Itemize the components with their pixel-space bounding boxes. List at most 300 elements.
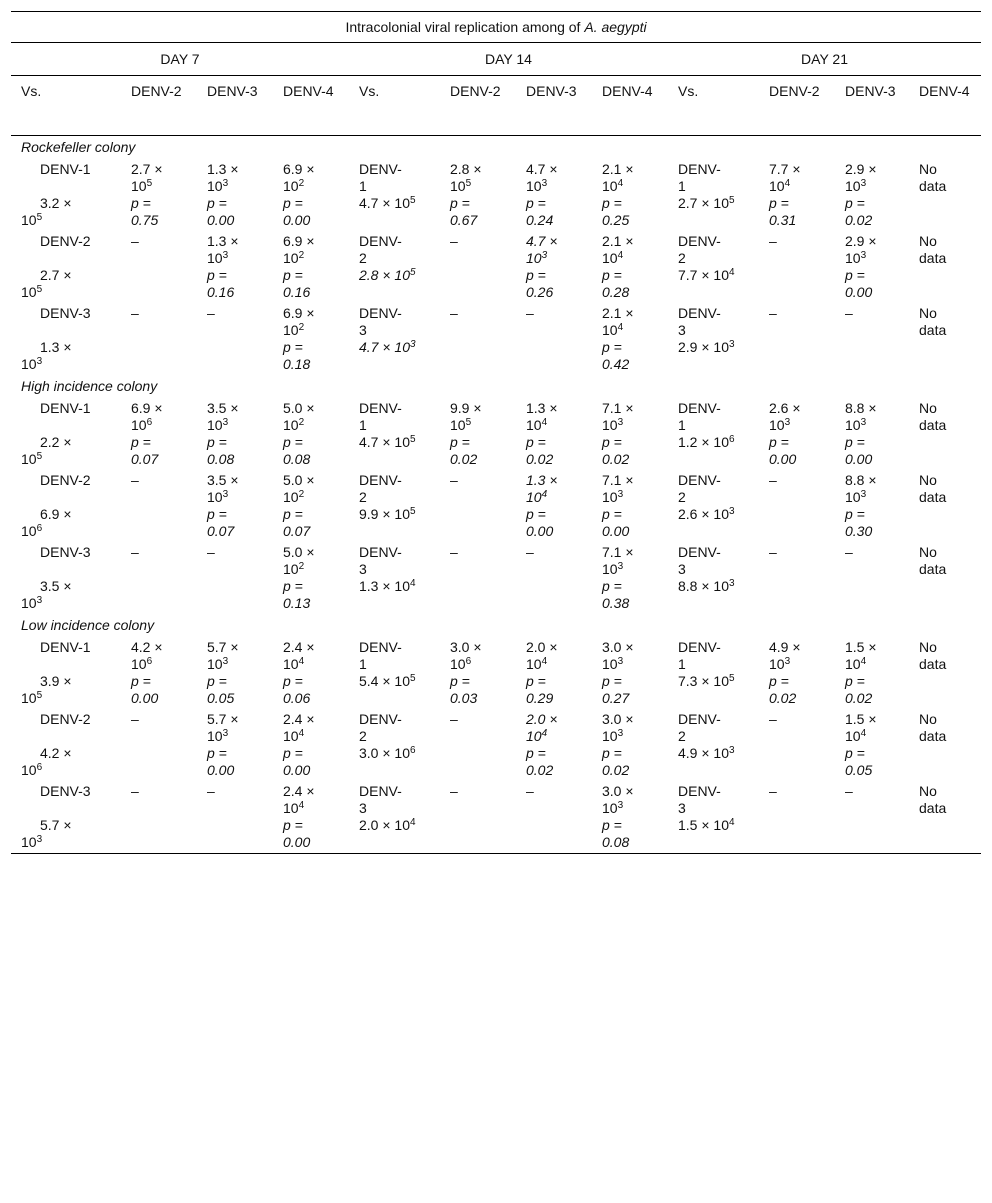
baseline-exponent: 5: [410, 195, 416, 206]
serotype-label: [668, 637, 759, 673]
baseline-exponent: 4: [410, 817, 416, 828]
baseline-exponent: 4: [729, 267, 735, 278]
table-row: [11, 542, 981, 578]
value-exponent: 3: [541, 178, 548, 189]
value-cell: [759, 542, 835, 578]
serotype-label: [668, 709, 759, 745]
baseline-mantissa: 3.2 × 10: [21, 195, 72, 228]
p-value: p = 0.00: [207, 745, 235, 778]
value-cell: [592, 542, 668, 578]
table-row-pvalues: [11, 817, 981, 854]
value-mantissa: –: [131, 711, 139, 727]
value-text: [845, 711, 889, 745]
value-text: [450, 711, 494, 728]
baseline-exponent: 3: [729, 339, 735, 350]
baseline-cell: [668, 578, 759, 614]
value-exponent: 3: [222, 178, 229, 189]
baseline-mantissa: 5.7 × 10: [21, 817, 72, 850]
value-cell: [440, 637, 516, 673]
p-value-cell: [273, 339, 349, 375]
value-mantissa: 1.5 × 10: [845, 711, 877, 744]
serotype-text: DENV-2: [40, 233, 91, 249]
value-cell: [197, 398, 273, 434]
no-data-text: No data: [919, 472, 947, 505]
serotype-text: DENV-2: [359, 472, 402, 505]
value-mantissa: –: [769, 711, 777, 727]
value-exponent: 4: [541, 656, 548, 667]
baseline-mantissa: 3.5 × 10: [21, 578, 72, 611]
value-mantissa: –: [450, 233, 458, 249]
value-exponent: 4: [541, 489, 548, 500]
value-cell: [440, 470, 516, 506]
value-text: [602, 305, 646, 339]
baseline-cell: [668, 817, 759, 854]
baseline-exponent: 6: [36, 762, 43, 773]
value-text: [526, 161, 570, 195]
baseline-cell: [668, 673, 759, 709]
table-row-pvalues: [11, 339, 981, 375]
value-text: [131, 544, 175, 561]
baseline-exponent: 5: [36, 284, 43, 295]
value-text: [602, 472, 646, 506]
p-value-cell: [273, 745, 349, 781]
p-value: p = 0.08: [207, 434, 235, 467]
baseline-mantissa: 2.7 × 10: [678, 195, 729, 211]
p-value: p = 0.07: [131, 434, 159, 467]
value-text: [283, 161, 327, 195]
baseline-mantissa: 2.9 × 10: [678, 339, 729, 355]
value-mantissa: 7.1 × 10: [602, 400, 634, 433]
serotype-label: [668, 159, 759, 195]
value-mantissa: –: [526, 305, 534, 321]
p-value-cell: [440, 817, 516, 854]
no-data-cell: [909, 398, 981, 434]
no-data-text: No data: [919, 305, 947, 338]
empty-cell: [909, 267, 981, 303]
baseline-value: [359, 817, 419, 834]
value-text: [769, 544, 813, 561]
value-text: [207, 233, 251, 267]
baseline-mantissa: 5.4 × 10: [359, 673, 410, 689]
serotype-text: DENV-3: [40, 305, 91, 321]
baseline-exponent: 5: [729, 673, 735, 684]
p-value-cell: [516, 267, 592, 303]
serotype-text: DENV-2: [678, 711, 721, 744]
title-text: Intracolonial viral replication among of: [345, 18, 585, 35]
value-exponent: 3: [617, 656, 624, 667]
value-exponent: 3: [617, 561, 624, 572]
p-value-cell: [759, 506, 835, 542]
value-mantissa: –: [450, 305, 458, 321]
value-text: [602, 233, 646, 267]
p-value: p = 0.05: [207, 673, 235, 706]
p-value: p = 0.00: [602, 506, 630, 539]
section-header: [11, 375, 981, 398]
baseline-mantissa: 2.7 × 10: [21, 267, 72, 300]
value-text: [845, 783, 889, 800]
baseline-value: [21, 745, 81, 779]
value-mantissa: 3.0 × 10: [450, 639, 482, 672]
serotype-label: [668, 781, 759, 817]
value-mantissa: 2.1 × 10: [602, 161, 634, 194]
empty-cell: [909, 745, 981, 781]
value-text: [283, 783, 327, 817]
value-cell: [835, 231, 909, 267]
serotype-text: DENV-1: [359, 161, 402, 194]
value-mantissa: 6.9 × 10: [283, 233, 315, 266]
value-cell: [592, 637, 668, 673]
serotype-label: [11, 542, 121, 578]
baseline-exponent: 3: [36, 834, 43, 845]
value-exponent: 4: [298, 800, 305, 811]
p-value: p = 0.00: [283, 817, 311, 850]
p-value: p = 0.02: [602, 745, 630, 778]
value-text: [131, 161, 175, 195]
p-value-cell: [835, 745, 909, 781]
p-value-cell: [273, 195, 349, 231]
p-value-cell: [759, 578, 835, 614]
p-value-cell: [121, 673, 197, 709]
value-cell: [197, 542, 273, 578]
value-cell: [121, 781, 197, 817]
table-row: [11, 470, 981, 506]
table-row: [11, 159, 981, 195]
baseline-value: [359, 506, 419, 523]
value-text: [769, 305, 813, 322]
value-mantissa: 4.7 × 10: [526, 233, 558, 266]
baseline-value: [678, 745, 738, 762]
value-exponent: 2: [298, 561, 305, 572]
p-value: p = 0.31: [769, 195, 797, 228]
value-cell: [516, 398, 592, 434]
p-value-cell: [835, 267, 909, 303]
section-title: High incidence colony: [21, 378, 158, 394]
baseline-mantissa: 3.9 × 10: [21, 673, 72, 706]
p-value: p = 0.02: [526, 745, 554, 778]
serotype-text: DENV-3: [40, 544, 91, 560]
value-mantissa: –: [769, 472, 777, 488]
p-value-cell: [835, 506, 909, 542]
value-text: [602, 711, 646, 745]
value-cell: [440, 781, 516, 817]
p-value-cell: [592, 745, 668, 781]
value-mantissa: 2.6 × 10: [769, 400, 801, 433]
serotype-text: DENV-2: [678, 472, 721, 505]
baseline-cell: [11, 745, 121, 781]
value-cell: [273, 781, 349, 817]
value-cell: [440, 159, 516, 195]
value-text: [769, 783, 813, 800]
value-mantissa: –: [131, 783, 139, 799]
value-mantissa: 2.0 × 10: [526, 639, 558, 672]
baseline-mantissa: 2.0 × 10: [359, 817, 410, 833]
value-exponent: 4: [617, 322, 624, 333]
value-exponent: 3: [222, 728, 229, 739]
value-cell: [121, 231, 197, 267]
value-exponent: 4: [617, 250, 624, 261]
p-value: p = 0.24: [526, 195, 554, 228]
baseline-mantissa: 4.7 × 10: [359, 434, 410, 450]
value-cell: [273, 470, 349, 506]
p-value-cell: [121, 745, 197, 781]
serotype-label: [11, 159, 121, 195]
baseline-mantissa: 1.5 × 10: [678, 817, 729, 833]
value-cell: [592, 398, 668, 434]
p-value: p = 0.03: [450, 673, 478, 706]
section-title: Low incidence colony: [21, 617, 155, 633]
baseline-cell: [349, 339, 440, 375]
serotype-label: [668, 398, 759, 434]
baseline-mantissa: 4.7 × 10: [359, 195, 410, 211]
value-exponent: 4: [298, 728, 305, 739]
value-exponent: 6: [146, 656, 153, 667]
value-exponent: 2: [298, 489, 305, 500]
p-value: p = 0.38: [602, 578, 630, 611]
baseline-cell: [11, 195, 121, 231]
baseline-exponent: 5: [410, 434, 416, 445]
value-cell: [835, 709, 909, 745]
table-row-pvalues: [11, 578, 981, 614]
p-value-cell: [835, 339, 909, 375]
value-text: [131, 472, 175, 489]
value-exponent: 2: [298, 417, 305, 428]
baseline-cell: [668, 339, 759, 375]
value-text: [526, 233, 570, 267]
p-value: p = 0.30: [845, 506, 873, 539]
baseline-exponent: 4: [729, 817, 735, 828]
p-value-cell: [440, 745, 516, 781]
p-value-cell: [592, 339, 668, 375]
value-text: [283, 639, 327, 673]
value-text: [845, 472, 889, 506]
baseline-value: [678, 267, 738, 284]
p-value-cell: [121, 578, 197, 614]
p-value-cell: [759, 195, 835, 231]
col-denv3: DENV-3: [835, 76, 909, 136]
no-data-cell: [909, 470, 981, 506]
value-text: [207, 783, 251, 800]
baseline-exponent: 3: [729, 578, 735, 589]
p-value: p = 0.02: [845, 195, 873, 228]
value-cell: [759, 470, 835, 506]
value-exponent: 2: [298, 250, 305, 261]
value-mantissa: –: [526, 783, 534, 799]
value-text: [131, 305, 175, 322]
table-row: [11, 303, 981, 339]
col-vs: Vs.: [11, 76, 121, 136]
baseline-mantissa: 1.3 × 10: [21, 339, 72, 372]
baseline-cell: [11, 267, 121, 303]
value-cell: [121, 637, 197, 673]
day-14-header: DAY 14: [349, 43, 668, 76]
value-text: [845, 161, 889, 195]
serotype-text: DENV-3: [678, 783, 721, 816]
baseline-cell: [668, 745, 759, 781]
p-value-cell: [197, 506, 273, 542]
value-text: [207, 400, 251, 434]
value-cell: [759, 159, 835, 195]
p-value: p = 0.02: [769, 673, 797, 706]
baseline-value: [21, 817, 81, 851]
empty-cell: [909, 339, 981, 375]
baseline-value: [21, 506, 81, 540]
value-text: [769, 711, 813, 728]
value-mantissa: 2.4 × 10: [283, 711, 315, 744]
value-text: [207, 161, 251, 195]
value-exponent: 4: [298, 656, 305, 667]
value-mantissa: 3.0 × 10: [602, 783, 634, 816]
serotype-text: DENV-3: [359, 544, 402, 577]
value-exponent: 6: [146, 417, 153, 428]
value-exponent: 4: [617, 178, 624, 189]
serotype-label: [668, 303, 759, 339]
p-value-cell: [759, 267, 835, 303]
p-value: p = 0.27: [602, 673, 630, 706]
value-exponent: 2: [298, 322, 305, 333]
value-text: [845, 639, 889, 673]
p-value-cell: [592, 673, 668, 709]
baseline-value: [21, 434, 81, 468]
value-cell: [440, 231, 516, 267]
p-value: p = 0.16: [207, 267, 235, 300]
value-mantissa: –: [845, 783, 853, 799]
baseline-exponent: 6: [36, 523, 43, 534]
value-exponent: 3: [860, 489, 867, 500]
value-mantissa: 5.0 × 10: [283, 400, 315, 433]
value-cell: [835, 542, 909, 578]
baseline-value: [359, 195, 419, 212]
value-text: [845, 544, 889, 561]
baseline-value: [678, 578, 738, 595]
value-text: [207, 711, 251, 745]
p-value: p = 0.67: [450, 195, 478, 228]
value-text: [131, 711, 175, 728]
value-cell: [121, 398, 197, 434]
value-cell: [197, 709, 273, 745]
no-data-text: No data: [919, 161, 947, 194]
baseline-cell: [349, 434, 440, 470]
p-value-cell: [516, 745, 592, 781]
table-row: [11, 637, 981, 673]
baseline-exponent: 5: [729, 195, 735, 206]
p-value: p = 0.00: [845, 267, 873, 300]
no-data-text: No data: [919, 400, 947, 433]
p-value: p = 0.16: [283, 267, 311, 300]
table-row-pvalues: [11, 673, 981, 709]
baseline-cell: [349, 817, 440, 854]
value-text: [769, 233, 813, 250]
value-text: [602, 400, 646, 434]
p-value: p = 0.00: [283, 745, 311, 778]
section-header: [11, 136, 981, 160]
baseline-exponent: 5: [410, 673, 416, 684]
baseline-exponent: 3: [729, 506, 735, 517]
no-data-cell: [909, 303, 981, 339]
value-cell: [273, 159, 349, 195]
serotype-label: [668, 542, 759, 578]
value-cell: [121, 159, 197, 195]
value-text: [283, 400, 327, 434]
baseline-cell: [349, 506, 440, 542]
baseline-cell: [349, 578, 440, 614]
value-exponent: 4: [860, 656, 867, 667]
p-value: p = 0.00: [845, 434, 873, 467]
value-mantissa: 4.2 × 10: [131, 639, 163, 672]
empty-cell: [909, 506, 981, 542]
baseline-value: [678, 195, 738, 212]
col-denv2: DENV-2: [759, 76, 835, 136]
value-text: [845, 233, 889, 267]
serotype-text: DENV-3: [359, 305, 402, 338]
baseline-mantissa: 4.9 × 10: [678, 745, 729, 761]
p-value: p = 0.00: [526, 506, 554, 539]
p-value-cell: [197, 339, 273, 375]
value-text: [769, 472, 813, 489]
value-mantissa: –: [207, 544, 215, 560]
col-vs: Vs.: [349, 76, 440, 136]
p-value-cell: [592, 506, 668, 542]
empty-cell: [909, 195, 981, 231]
p-value-cell: [835, 434, 909, 470]
p-value: p = 0.75: [131, 195, 159, 228]
baseline-mantissa: 6.9 × 10: [21, 506, 72, 539]
baseline-exponent: 5: [410, 267, 416, 278]
value-cell: [440, 398, 516, 434]
serotype-label: [11, 709, 121, 745]
value-mantissa: –: [207, 305, 215, 321]
baseline-mantissa: 1.2 × 10: [678, 434, 729, 450]
baseline-mantissa: 4.2 × 10: [21, 745, 72, 778]
baseline-cell: [668, 434, 759, 470]
p-value: p = 0.26: [526, 267, 554, 300]
value-cell: [273, 709, 349, 745]
p-value-cell: [835, 195, 909, 231]
value-cell: [592, 303, 668, 339]
value-cell: [759, 303, 835, 339]
baseline-value: [21, 673, 81, 707]
value-mantissa: 8.8 × 10: [845, 472, 877, 505]
serotype-label: [668, 470, 759, 506]
col-denv2: DENV-2: [121, 76, 197, 136]
empty-cell: [909, 673, 981, 709]
value-mantissa: 3.0 × 10: [602, 639, 634, 672]
p-value-cell: [592, 195, 668, 231]
no-data-text: No data: [919, 711, 947, 744]
serotype-label: [11, 637, 121, 673]
value-mantissa: 6.9 × 10: [283, 161, 315, 194]
serotype-label: [11, 781, 121, 817]
no-data-text: No data: [919, 233, 947, 266]
baseline-cell: [349, 267, 440, 303]
table-row: [11, 781, 981, 817]
value-mantissa: 9.9 × 10: [450, 400, 482, 433]
value-mantissa: –: [769, 233, 777, 249]
value-exponent: 3: [617, 800, 624, 811]
value-cell: [516, 781, 592, 817]
p-value-cell: [273, 506, 349, 542]
value-text: [207, 639, 251, 673]
value-text: [283, 472, 327, 506]
no-data-cell: [909, 781, 981, 817]
value-cell: [273, 542, 349, 578]
p-value-cell: [121, 506, 197, 542]
value-exponent: 3: [617, 489, 624, 500]
value-text: [526, 400, 570, 434]
baseline-cell: [11, 506, 121, 542]
serotype-text: DENV-1: [40, 639, 91, 655]
value-cell: [516, 231, 592, 267]
p-value-cell: [273, 434, 349, 470]
